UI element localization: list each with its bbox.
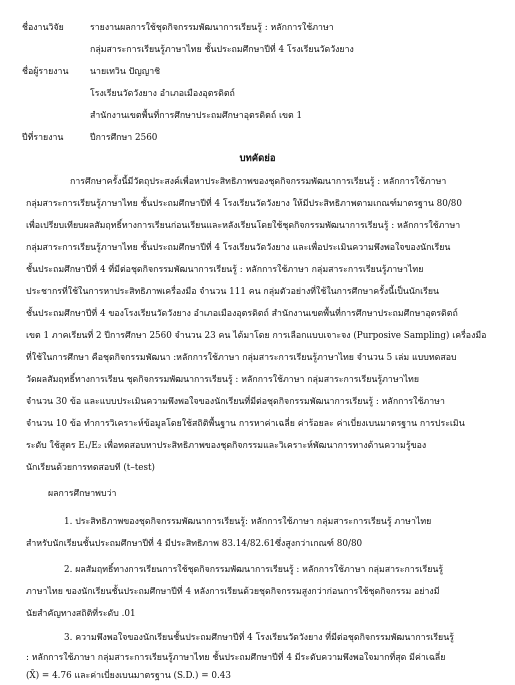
abstract-line: ที่ใช้ในการศึกษา คือชุดกิจกรรมพัฒนา :หลักการใช้ภาษา กลุ่มสาระการเรียนรู้ภาษาไทย จำนวน 5 เล่ม แบบทดสอบ bbox=[26, 353, 457, 363]
results-heading: ผลการศึกษาพบว่า bbox=[48, 489, 117, 499]
abstract-line: ชั้นประถมศึกษาปีที่ 4 ของโรงเรียนวัดวังยาง อำเภอเมืองอุตรดิตถ์ สำนักงานเขตพื้นที่การศึกษาประถมศึกษาอุตรดิตถ์ bbox=[26, 309, 458, 319]
abstract-line: วัดผลสัมฤทธิ์ทางการเรียน ชุดกิจกรรมพัฒนาการเรียนรู้ : หลักการใช้ภาษา กลุ่มสาระการเรียนรู้ภาษาไทย bbox=[26, 375, 419, 385]
result-line: ภาษาไทย ของนักเรียนชั้นประถมศึกษาปีที่ 4 หลังการเรียนด้วยชุดกิจกรรมสูงกว่าก่อนการใช้ชุดกิจกรรม อย่างมี bbox=[26, 587, 440, 597]
abstract-line: ประชากรที่ใช้ในการหาประสิทธิภาพเครื่องมือ จำนวน 111 คน กลุ่มตัวอย่างที่ใช้ในการศึกษาครั้งนี้เป็นนักเรียน bbox=[26, 287, 440, 297]
abstract-line: จำนวน 30 ข้อ และแบบประเมินความพึงพอใจของนักเรียนที่มีต่อชุดกิจกรรมพัฒนาการเรียนรู้ : หลักการใช้ภาษา bbox=[26, 397, 445, 407]
result-line: 3. ความพึงพอใจของนักเรียนชั้นประถมศึกษาปีที่ 4 โรงเรียนวัดวังยาง ที่มีต่อชุดกิจกรรมพัฒนาการเรียนรู้ bbox=[64, 633, 454, 643]
topic-line-1: รายงานผลการใช้ชุดกิจกรรมพัฒนาการเรียนรู้ : หลักการใช้ภาษา bbox=[90, 23, 334, 33]
result-line: (X̄) = 4.76 และค่าเบี่ยงเบนมาตรฐาน (S.D.) = 0.43 bbox=[26, 671, 231, 681]
author-label: ชื่อผู้รายงาน bbox=[22, 67, 69, 77]
abstract-line: เพื่อเปรียบเทียบผลสัมฤทธิ์ทางการเรียนก่อนเรียนและหลังเรียนโดยใช้ชุดกิจกรรมพัฒนาการเรียนรู้ : หลักการใช้ภาษา bbox=[26, 221, 461, 231]
abstract-line: กลุ่มสาระการเรียนรู้ภาษาไทย ชั้นประถมศึกษาปีที่ 4 โรงเรียนวัดวังยาง ให้มีประสิทธิภาพตามเกณฑ์มาตรฐาน 80/80 bbox=[26, 199, 462, 209]
topic-label: ชื่องานวิจัย bbox=[22, 23, 64, 33]
result-line: : หลักการใช้ภาษา กลุ่มสาระการเรียนรู้ภาษาไทย ชั้นประถมศึกษาปีที่ 4 มีระดับความพึงพอใจมากที่สุด มีค่าเฉลี่ย bbox=[26, 653, 446, 663]
result-line: 2. ผลสัมฤทธิ์ทางการเรียนการใช้ชุดกิจกรรมพัฒนาการเรียนรู้ : หลักการใช้ภาษา กลุ่มสาระการเรียนรู้ bbox=[64, 565, 444, 575]
year-value: ปีการศึกษา 2560 bbox=[90, 133, 158, 143]
abstract-title: บทคัดย่อ bbox=[239, 153, 276, 164]
year-label: ปีที่รายงาน bbox=[22, 133, 64, 143]
abstract-line: นักเรียนด้วยการทดสอบที (t–test) bbox=[26, 463, 155, 473]
result-line: สำหรับนักเรียนชั้นประถมศึกษาปีที่ 4 มีประสิทธิภาพ 83.14/82.61ซึ่งสูงกว่าเกณฑ์ 80/80 bbox=[26, 539, 363, 549]
abstract-line: การศึกษาครั้งนี้มีวัตถุประสงค์เพื่อหาประสิทธิภาพของชุดกิจกรรมพัฒนาการเรียนรู้ : หลักการใช้ภาษา bbox=[70, 177, 447, 187]
author-school: โรงเรียนวัดวังยาง อำเภอเมืองอุตรดิตถ์ bbox=[90, 89, 235, 99]
abstract-line: กลุ่มสาระการเรียนรู้ภาษาไทย ชั้นประถมศึกษาปีที่ 4 โรงเรียนวัดวังยาง และเพื่อประเมินความพึงพอใจของนักเรียน bbox=[26, 243, 451, 253]
abstract-line: ชั้นประถมศึกษาปีที่ 4 ที่มีต่อชุดกิจกรรมพัฒนาการเรียนรู้ : หลักการใช้ภาษา กลุ่มสาระการเรียนรู้ภาษาไทย bbox=[26, 265, 424, 275]
result-line: นัยสำคัญทางสถิติที่ระดับ .01 bbox=[26, 609, 136, 619]
abstract-line: จำนวน 10 ข้อ ทำการวิเคราะห์ข้อมูลโดยใช้สถิติพื้นฐาน การหาค่าเฉลี่ย ค่าร้อยละ ค่าเบี่ยงเบนมาตรฐาน การประเมิน bbox=[26, 419, 465, 429]
abstract-line: ระดับ ใช้สูตร E₁/E₂ เพื่อทดสอบหาประสิทธิภาพของชุดกิจกรรมและวิเคราะห์พัฒนาการทางด้านความรู้ของ bbox=[26, 441, 427, 451]
abstract-line: เขต 1 ภาคเรียนที่ 2 ปีการศึกษา 2560 จำนวน 23 คน ได้มาโดย การเลือกแบบเจาะจง (Purposive Sampling) เครื่องมือ bbox=[26, 331, 487, 341]
author-name: นายเทวิน ปัญญาชิ bbox=[90, 67, 161, 77]
author-office: สำนักงานเขตพื้นที่การศึกษาประถมศึกษาอุตรดิตถ์ เขต 1 bbox=[90, 111, 303, 121]
topic-line-2: กลุ่มสาระการเรียนรู้ภาษาไทย ชั้นประถมศึกษาปีที่ 4 โรงเรียนวัดวังยาง bbox=[90, 45, 354, 55]
result-line: 1. ประสิทธิภาพของชุดกิจกรรมพัฒนาการเรียนรู้: หลักการใช้ภาษา กลุ่มสาระการเรียนรู้ ภาษาไทย bbox=[64, 517, 432, 527]
